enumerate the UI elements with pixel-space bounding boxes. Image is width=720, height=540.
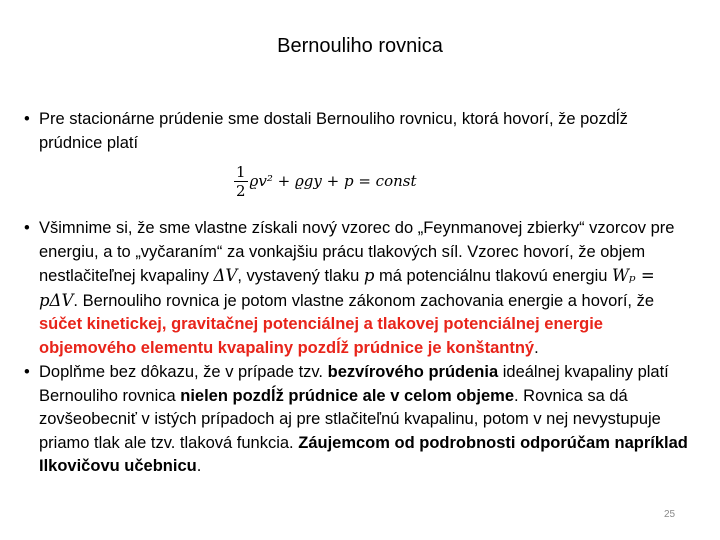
page-number: 25 <box>664 509 676 520</box>
math-energy-formula: Wₚ = pΔV <box>39 266 655 310</box>
bold-term: bezvírového prúdenia <box>327 363 499 381</box>
text-segment: , vystavený tlaku <box>237 267 364 285</box>
text-segment: má potenciálnu tlakovú energiu <box>374 267 613 285</box>
bold-recommendation: Záujemcom od podrobnosti odporúčam napríklad Ilkovičovu učebnicu <box>39 433 688 475</box>
bold-term: nielen pozdĺž prúdnice ale v celom objeme <box>180 386 514 405</box>
slide-title: Bernouliho rovnica <box>277 35 443 57</box>
text-segment: . Bernouliho rovnica je potom vlastne zákonom zachovania energie a hovorí, že <box>73 291 654 310</box>
formula-expression: ϱv² + ϱgy + p = const <box>249 171 417 190</box>
text-segment: . <box>196 457 202 475</box>
math-delta-v: ΔV <box>213 266 238 285</box>
paragraph-energy <box>24 217 694 360</box>
text-segment: Všimnime si, že sme vlastne získali nový vzorec do „Feynmanovej zbierky“ vzorcov pre energiu, a to „vyčaraním“ za vonkajšiu prácu tlakových síl. Vzorec hovorí, že objem nestlačiteľnej kvapaliny <box>39 219 675 285</box>
text-segment: . <box>534 338 539 357</box>
highlighted-statement: súčet kinetickej, gravitačnej potenciálnej a tlakovej potenciálnej energie objemového elementu kvapaliny pozdĺž prúdnice je konštantný <box>39 315 603 357</box>
bernoulli-formula <box>24 158 694 205</box>
bullet-icon: • <box>24 363 30 381</box>
text-segment: ideálnej kvapaliny platí Bernouliho rovnica <box>39 363 669 405</box>
fraction-denominator: 2 <box>236 182 246 200</box>
paragraph-addendum <box>24 361 694 479</box>
paragraph-intro <box>24 108 694 155</box>
slide-content <box>24 108 694 479</box>
fraction-numerator: 1 <box>236 163 246 181</box>
text-segment: Doplňme bez dôkazu, že v prípade tzv. <box>39 363 328 381</box>
math-p: p <box>363 266 375 285</box>
formula-fraction <box>234 163 248 200</box>
paragraph-intro-text: Pre stacionárne prúdenie sme dostali Bernouliho rovnicu, ktorá hovorí, že pozdĺž prúdnice platí <box>39 110 628 152</box>
bullet-icon: • <box>24 219 30 237</box>
text-segment: . Rovnica sa dá zovšeobecniť v istých prípadoch aj pre stlačiteľnú kvapalinu, potom v nej nevystupuje priamo tlak ale tzv. tlaková funkcia. <box>39 386 661 452</box>
bullet-icon: • <box>24 110 30 128</box>
